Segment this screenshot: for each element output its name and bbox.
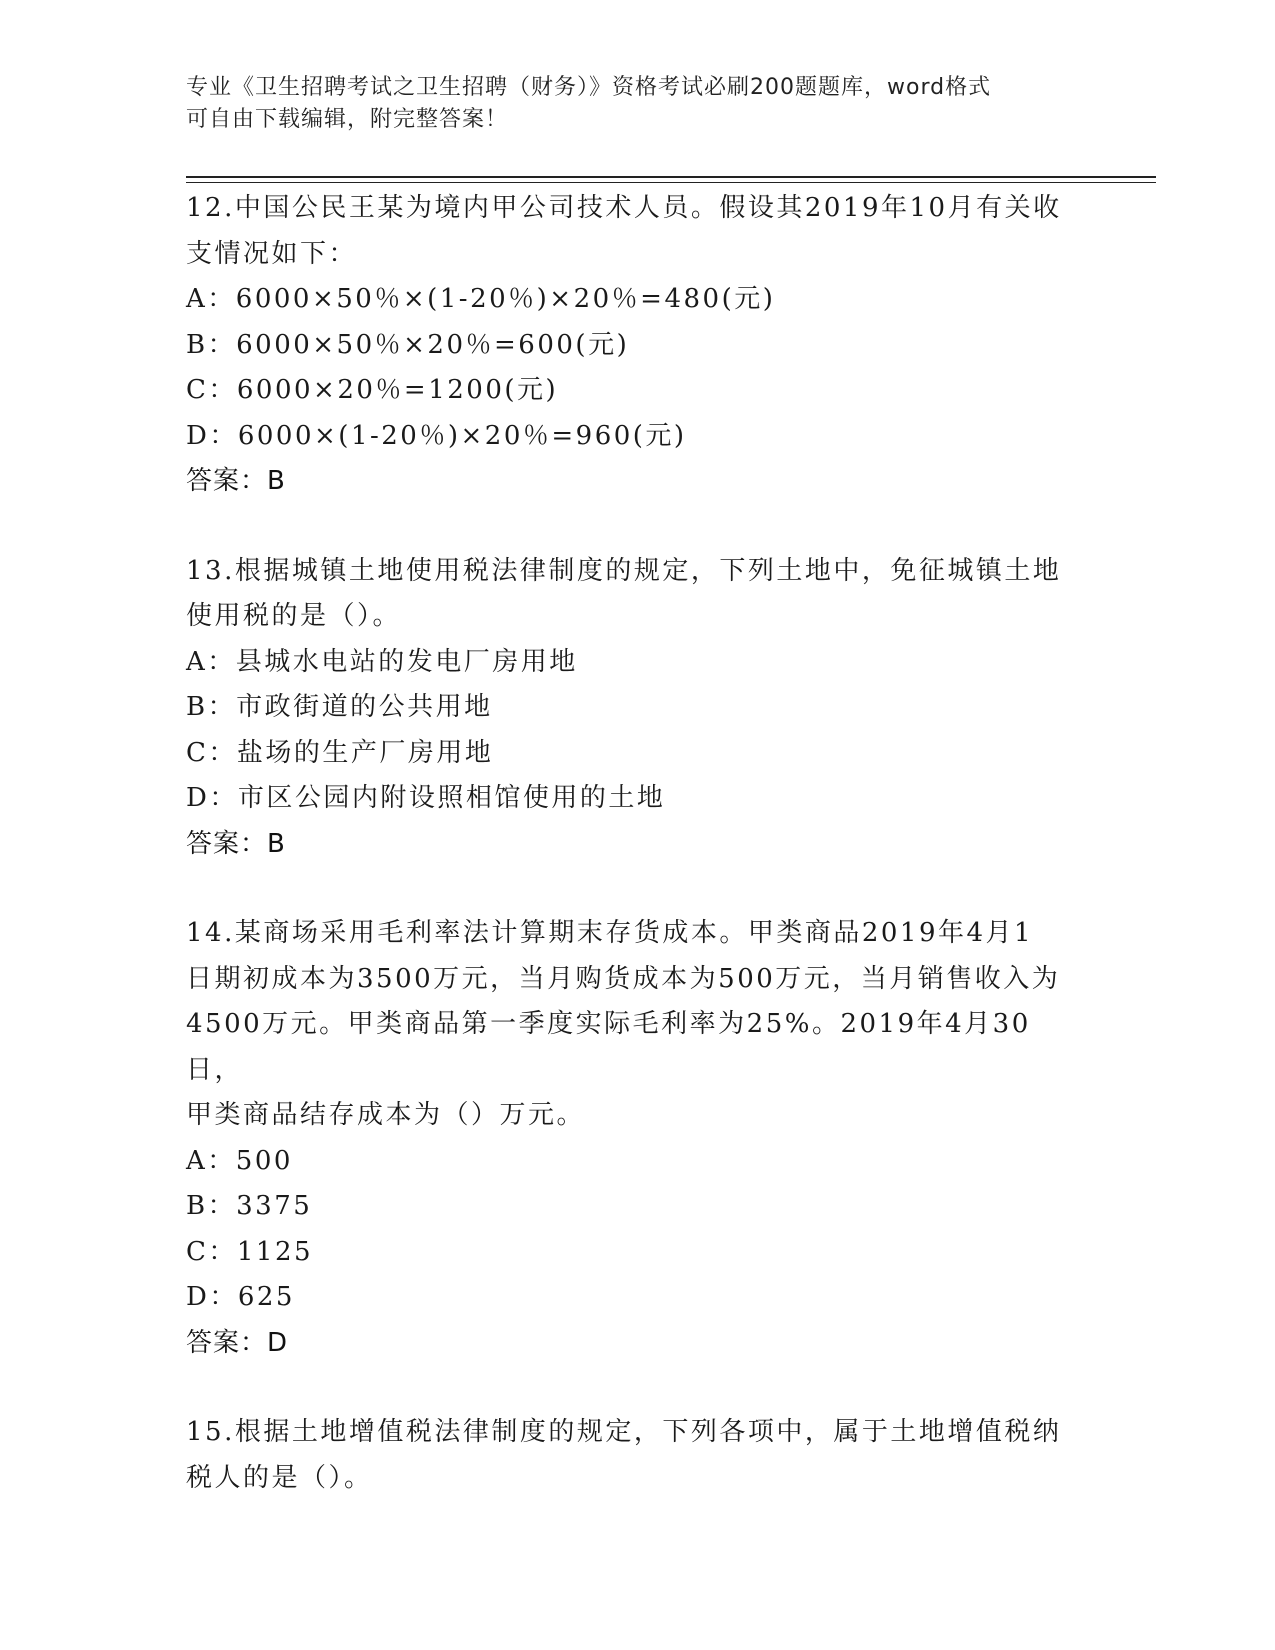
option-a: A：500 [186,1145,293,1176]
option-c: C：1125 [186,1236,314,1267]
option-c: C：6000×20％=1200(元) [186,375,559,405]
question-stem-line: 15.根据土地增值税法律制度的规定，下列各项中，属于土地增值税纳 [186,1417,1062,1447]
option-a: A：6000×50％×(1-20％)×20％=480(元) [186,284,776,314]
question-stem-line: 14.某商场采用毛利率法计算期末存货成本。甲类商品2019年4月1 [186,918,1034,948]
option-d: D：625 [186,1282,295,1312]
header-divider-thick [186,176,1156,178]
question-stem-line: 日期初成本为3500万元，当月购货成本为500万元，当月销售收入为 [186,963,1061,994]
option-b: B：6000×50％×20％=600(元) [186,329,630,360]
question-stem-line: 支情况如下： [186,238,358,269]
question-stem-line: 使用税的是（）。 [186,601,402,631]
option-c: C：盐场的生产厂房用地 [186,737,494,768]
option-d: D：6000×(1-20％)×20％=960(元) [186,420,687,451]
answer-line: 答案：D [186,1327,289,1358]
question-stem-line: 12.中国公民王某为境内甲公司技术人员。假设其2019年10月有关收 [186,193,1062,223]
question-stem-line: 甲类商品结存成本为（）万元。 [186,1100,586,1130]
question-12 [186,186,1086,505]
question-14 [186,911,1086,1366]
question-list [186,186,1086,1501]
question-stem-line: 税人的是（）。 [186,1462,373,1493]
question-13 [186,549,1086,868]
question-stem-line: 4500万元。甲类商品第一季度实际毛利率为25%。2019年4月30日， [186,1009,1031,1085]
answer-line: 答案：B [186,828,286,859]
question-15 [186,1410,1086,1501]
header-line-1: 专业《卫生招聘考试之卫生招聘（财务）》资格考试必刷200题题库，word格式 [186,75,992,100]
option-b: B：市政街道的公共用地 [186,692,493,722]
answer-line: 答案：B [186,466,286,496]
header-line-2: 可自由下载编辑，附完整答案！ [186,107,509,132]
header-divider-thin [186,182,1156,183]
option-b: B：3375 [186,1191,313,1221]
option-a: A：县城水电站的发电厂房用地 [186,646,578,677]
document-header [186,72,1066,136]
option-d: D：市区公园内附设照相馆使用的土地 [186,783,666,813]
question-stem-line: 13.根据城镇土地使用税法律制度的规定，下列土地中，免征城镇土地 [186,555,1062,586]
